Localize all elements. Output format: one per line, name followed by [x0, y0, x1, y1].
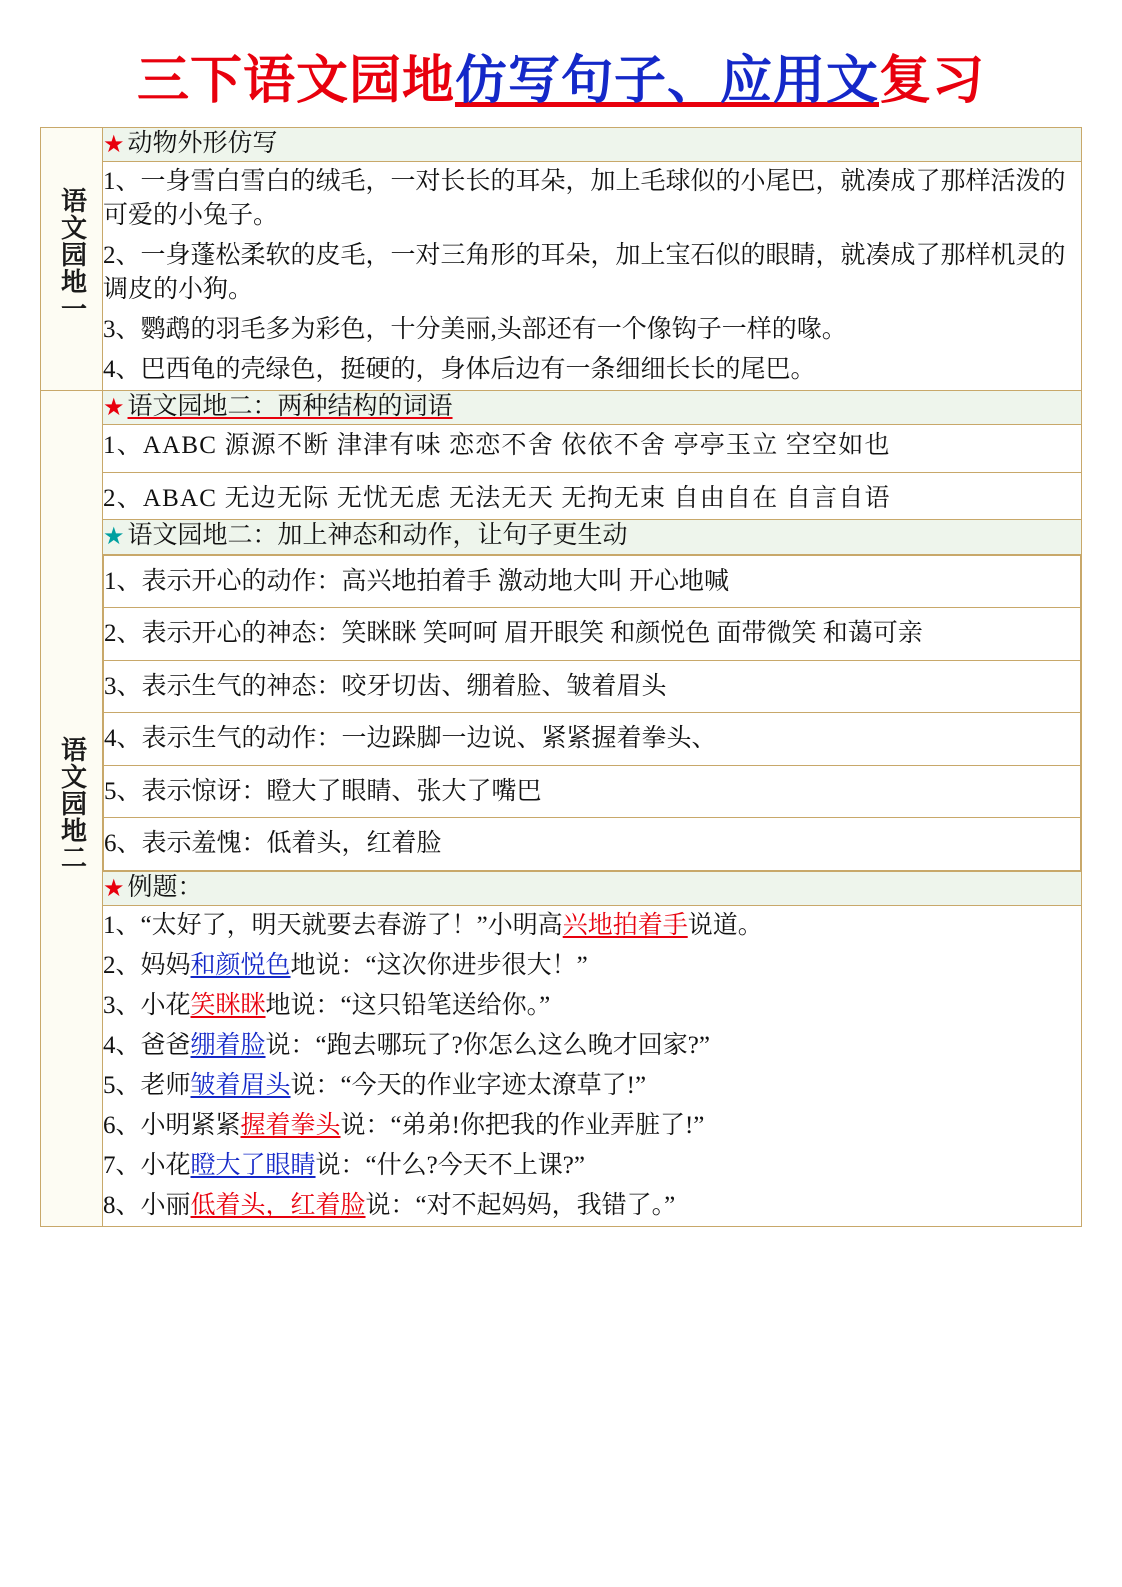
section-header-label: 语文园地二：两种结构的词语 — [127, 393, 453, 421]
list-item: 1、一身雪白雪白的绒毛，一对长长的耳朵，加上毛球似的小尾巴，就凑成了那样活泼的可爱的小兔子。 — [103, 168, 1066, 230]
list-item: 2、表示开心的神态：笑眯眯 笑呵呵 眉开眼笑 和颜悦色 面带微笑 和蔼可亲 — [104, 608, 1081, 661]
section-body-expression-action — [103, 554, 1082, 871]
side-label-yuanditi-one: 语文园地一 — [41, 128, 103, 391]
table-row — [41, 128, 1082, 162]
list-item: 2、一身蓬松柔软的皮毛，一对三角形的耳朵，加上宝石似的眼睛，就凑成了那样机灵的调皮的小狗。 — [103, 242, 1066, 304]
section-header-label: 动物外形仿写 — [127, 130, 278, 157]
red-star-icon: ★ — [103, 132, 125, 158]
list-item: 2、ABAC 无边无际 无忧无虑 无法无天 无拘无束 自由自在 自言自语 — [103, 472, 1081, 520]
table-row — [41, 871, 1082, 905]
list-item: 1、AABC 源源不断 津津有味 恋恋不舍 依依不舍 亭亭玉立 空空如也 — [103, 432, 891, 460]
highlight-phrase: 瞪大了眼睛 — [190, 1151, 316, 1179]
highlight-phrase: 兴地拍着手 — [562, 911, 688, 939]
section-body-examples — [103, 905, 1082, 1226]
list-item: 4、巴西龟的壳绿色，挺硬的，身体后边有一条细细长长的尾巴。 — [103, 356, 816, 384]
list-item: 3、小花笑眯眯地说：“这只铅笔送给你。” — [103, 991, 551, 1019]
section-header-examples — [103, 871, 1082, 905]
red-star-icon: ★ — [103, 395, 125, 422]
section-body-animal-description — [103, 162, 1082, 391]
section-body-word-structures — [103, 425, 1082, 520]
list-item: 7、小花瞪大了眼睛说：“什么?今天不上课?” — [103, 1151, 585, 1179]
teal-star-icon: ★ — [103, 524, 125, 551]
section-header-label: 例题： — [127, 873, 203, 901]
title-part-1: 三下语文园地 — [136, 52, 455, 110]
list-item: 5、表示惊讶：瞪大了眼睛、张大了嘴巴 — [104, 765, 1081, 818]
list-item: 3、表示生气的神态：咬牙切齿、绷着脸、皱着眉头 — [104, 660, 1081, 713]
list-item: 6、小明紧紧握着拳头说：“弟弟!你把我的作业弄脏了!” — [103, 1111, 705, 1139]
list-item: 5、老师皱着眉头说：“今天的作业字迹太潦草了!” — [103, 1071, 647, 1099]
highlight-phrase: 皱着眉头 — [190, 1071, 291, 1099]
list-item: 4、表示生气的动作：一边跺脚一边说、紧紧握着拳头、 — [104, 713, 1081, 766]
list-item: 2、妈妈和颜悦色地说：“这次你进步很大！” — [103, 951, 588, 979]
page-title — [40, 38, 1082, 113]
list-item: 6、表示羞愧：低着头，红着脸 — [104, 818, 1081, 871]
highlight-phrase: 笑眯眯 — [190, 991, 266, 1019]
highlight-phrase: 绷着脸 — [190, 1031, 266, 1059]
list-item: 1、表示开心的动作：高兴地拍着手 激动地大叫 开心地喊 — [104, 555, 1081, 608]
list-item: 4、爸爸绷着脸说：“跑去哪玩了?你怎么这么晚才回家?” — [103, 1031, 710, 1059]
section-header-label: 语文园地二：加上神态和动作，让句子更生动 — [127, 522, 628, 550]
red-star-icon: ★ — [103, 875, 125, 902]
table-row — [41, 554, 1082, 871]
section-header-expression-action — [103, 520, 1082, 554]
section-header-word-structures — [103, 391, 1082, 425]
title-part-3: 复习 — [879, 52, 986, 110]
title-part-2: 仿写句子、应用文 — [454, 52, 879, 110]
highlight-phrase: 和颜悦色 — [190, 951, 291, 979]
side-label-yuanditi-two: 语文园地二 — [41, 391, 103, 1227]
table-row — [41, 391, 1082, 425]
list-item: 3、鹦鹉的羽毛多为彩色，十分美丽,头部还有一个像钩子一样的喙。 — [103, 316, 847, 344]
list-item: 1、“太好了，明天就要去春游了！”小明高兴地拍着手说道。 — [103, 911, 763, 939]
table-row — [41, 905, 1082, 1226]
table-row — [41, 162, 1082, 391]
highlight-phrase: 握着拳头 — [240, 1111, 341, 1139]
highlight-phrase: 低着头，红着脸 — [190, 1191, 366, 1219]
content-table — [40, 127, 1082, 1227]
list-item: 8、小丽低着头，红着脸说：“对不起妈妈，我错了。” — [103, 1191, 676, 1219]
table-row — [41, 520, 1082, 554]
table-row — [41, 425, 1082, 520]
section-header-animal-description — [103, 128, 1082, 162]
expression-list — [103, 555, 1081, 871]
